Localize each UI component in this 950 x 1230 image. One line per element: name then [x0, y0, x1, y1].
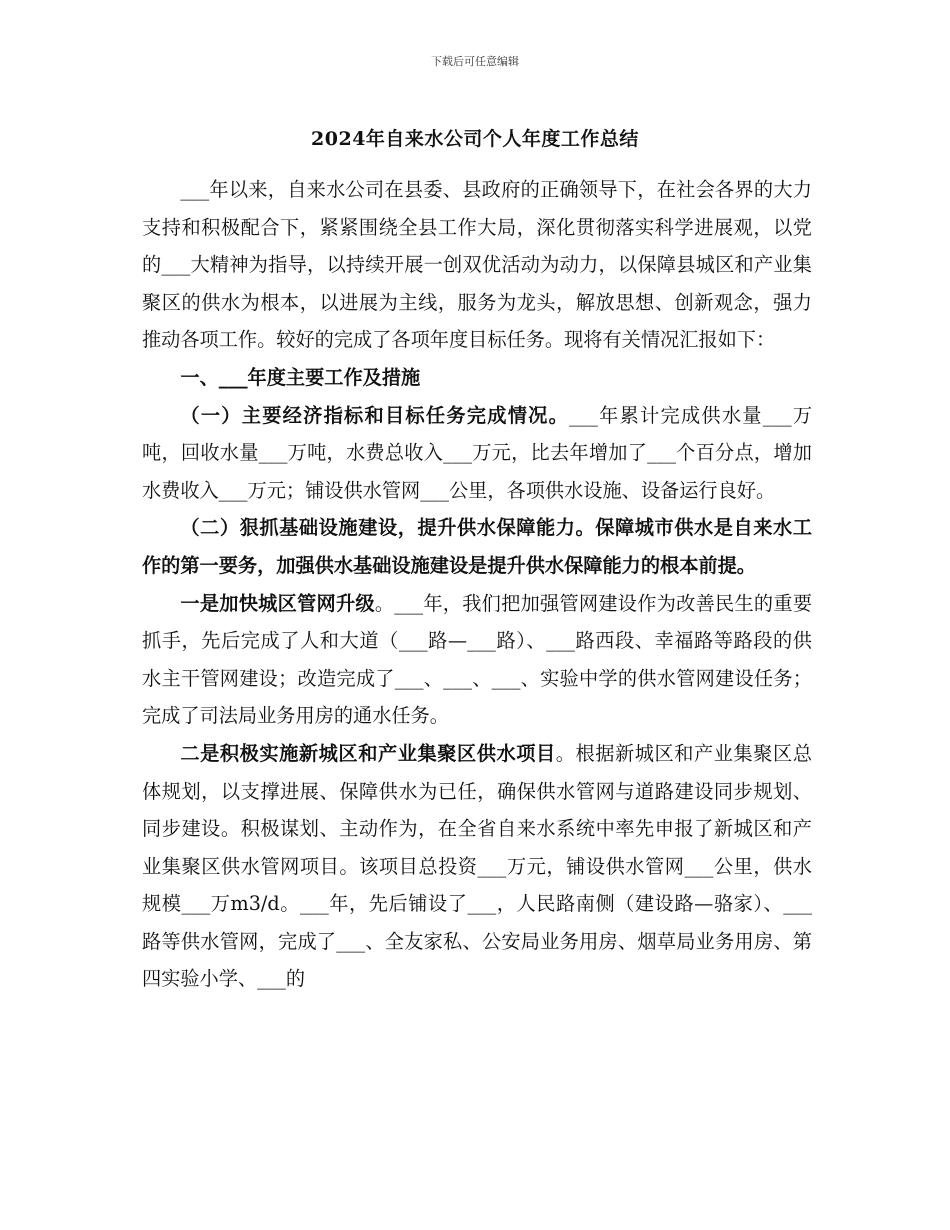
document-title: 2024年自来水公司个人年度工作总结 — [311, 128, 639, 150]
subsection-1-lead: （一）主要经济指标和目标任务完成情况。 — [180, 403, 570, 427]
subsection-1-paragraph — [142, 397, 812, 510]
intro-paragraph: ___年以来，自来水公司在县委、县政府的正确领导下，在社会各界的大力支持和积极配合下，紧紧围绕全县工作大局，深化贯彻落实科学进展观，以党的___大精神为指导，以持续开展一创双优活动为动力，以保障县城区和产业集聚区的供水为根本，以进展为主线，服务为龙头，解放思想、创新观念，强力推动各项工作。较好的完成了各项年度目标任务。现将有关情况汇报如下： — [142, 178, 812, 352]
subsection-2-paragraph: （二）狠抓基础设施建设，提升供水保障能力。保障城市供水是自来水工作的第一要务，加强供水基础设施建设是提升供水保障能力的根本前提。 — [142, 516, 812, 577]
item-2-lead: 二是积极实施新城区和产业集聚区供水项目 — [180, 741, 556, 765]
item-2-text: 。根据新城区和产业集聚区总体规划，以支撑进展、保障供水为已任，确保供水管网与道路建设同步规划、同步建设。积极谋划、主动作为，在全省自来水系统中率先申报了新城区和产业集聚区供水管网项目。该项目总投资___万元，铺设供水管网___公里，供水规模___万m3/d。___年，先后铺设了___，人民路南侧（建设路—骆家）、___路等供水管网，完成了___、全友家私、公安局业务用房、烟草局业务用房、第四实验小学、___的 — [142, 741, 813, 991]
section-heading-1: 一、___年度主要工作及措施 — [180, 365, 421, 389]
header-note: 下载后可任意编辑 — [431, 55, 519, 68]
document-body — [142, 171, 812, 998]
item-1-text: 。___年，我们把加强管网建设作为改善民生的重要抓手，先后完成了人和大道（___路—___路）、___路西段、幸福路等路段的供水主干管网建设；改造完成了___、___、___、实验中学的供水管网建设任务；完成了司法局业务用房的通水任务。 — [142, 591, 813, 728]
item-1-lead: 一是加快城区管网升级 — [180, 591, 375, 615]
item-1-paragraph — [142, 585, 812, 735]
subsection-1-text: ___年累计完成供水量___万吨，回收水量___万吨，水费总收入___万元，比去年增加了___个百分点，增加水费收入___万元；铺设供水管网___公里，各项供水设施、设备运行良好。 — [142, 403, 813, 502]
item-2-paragraph — [142, 735, 812, 998]
